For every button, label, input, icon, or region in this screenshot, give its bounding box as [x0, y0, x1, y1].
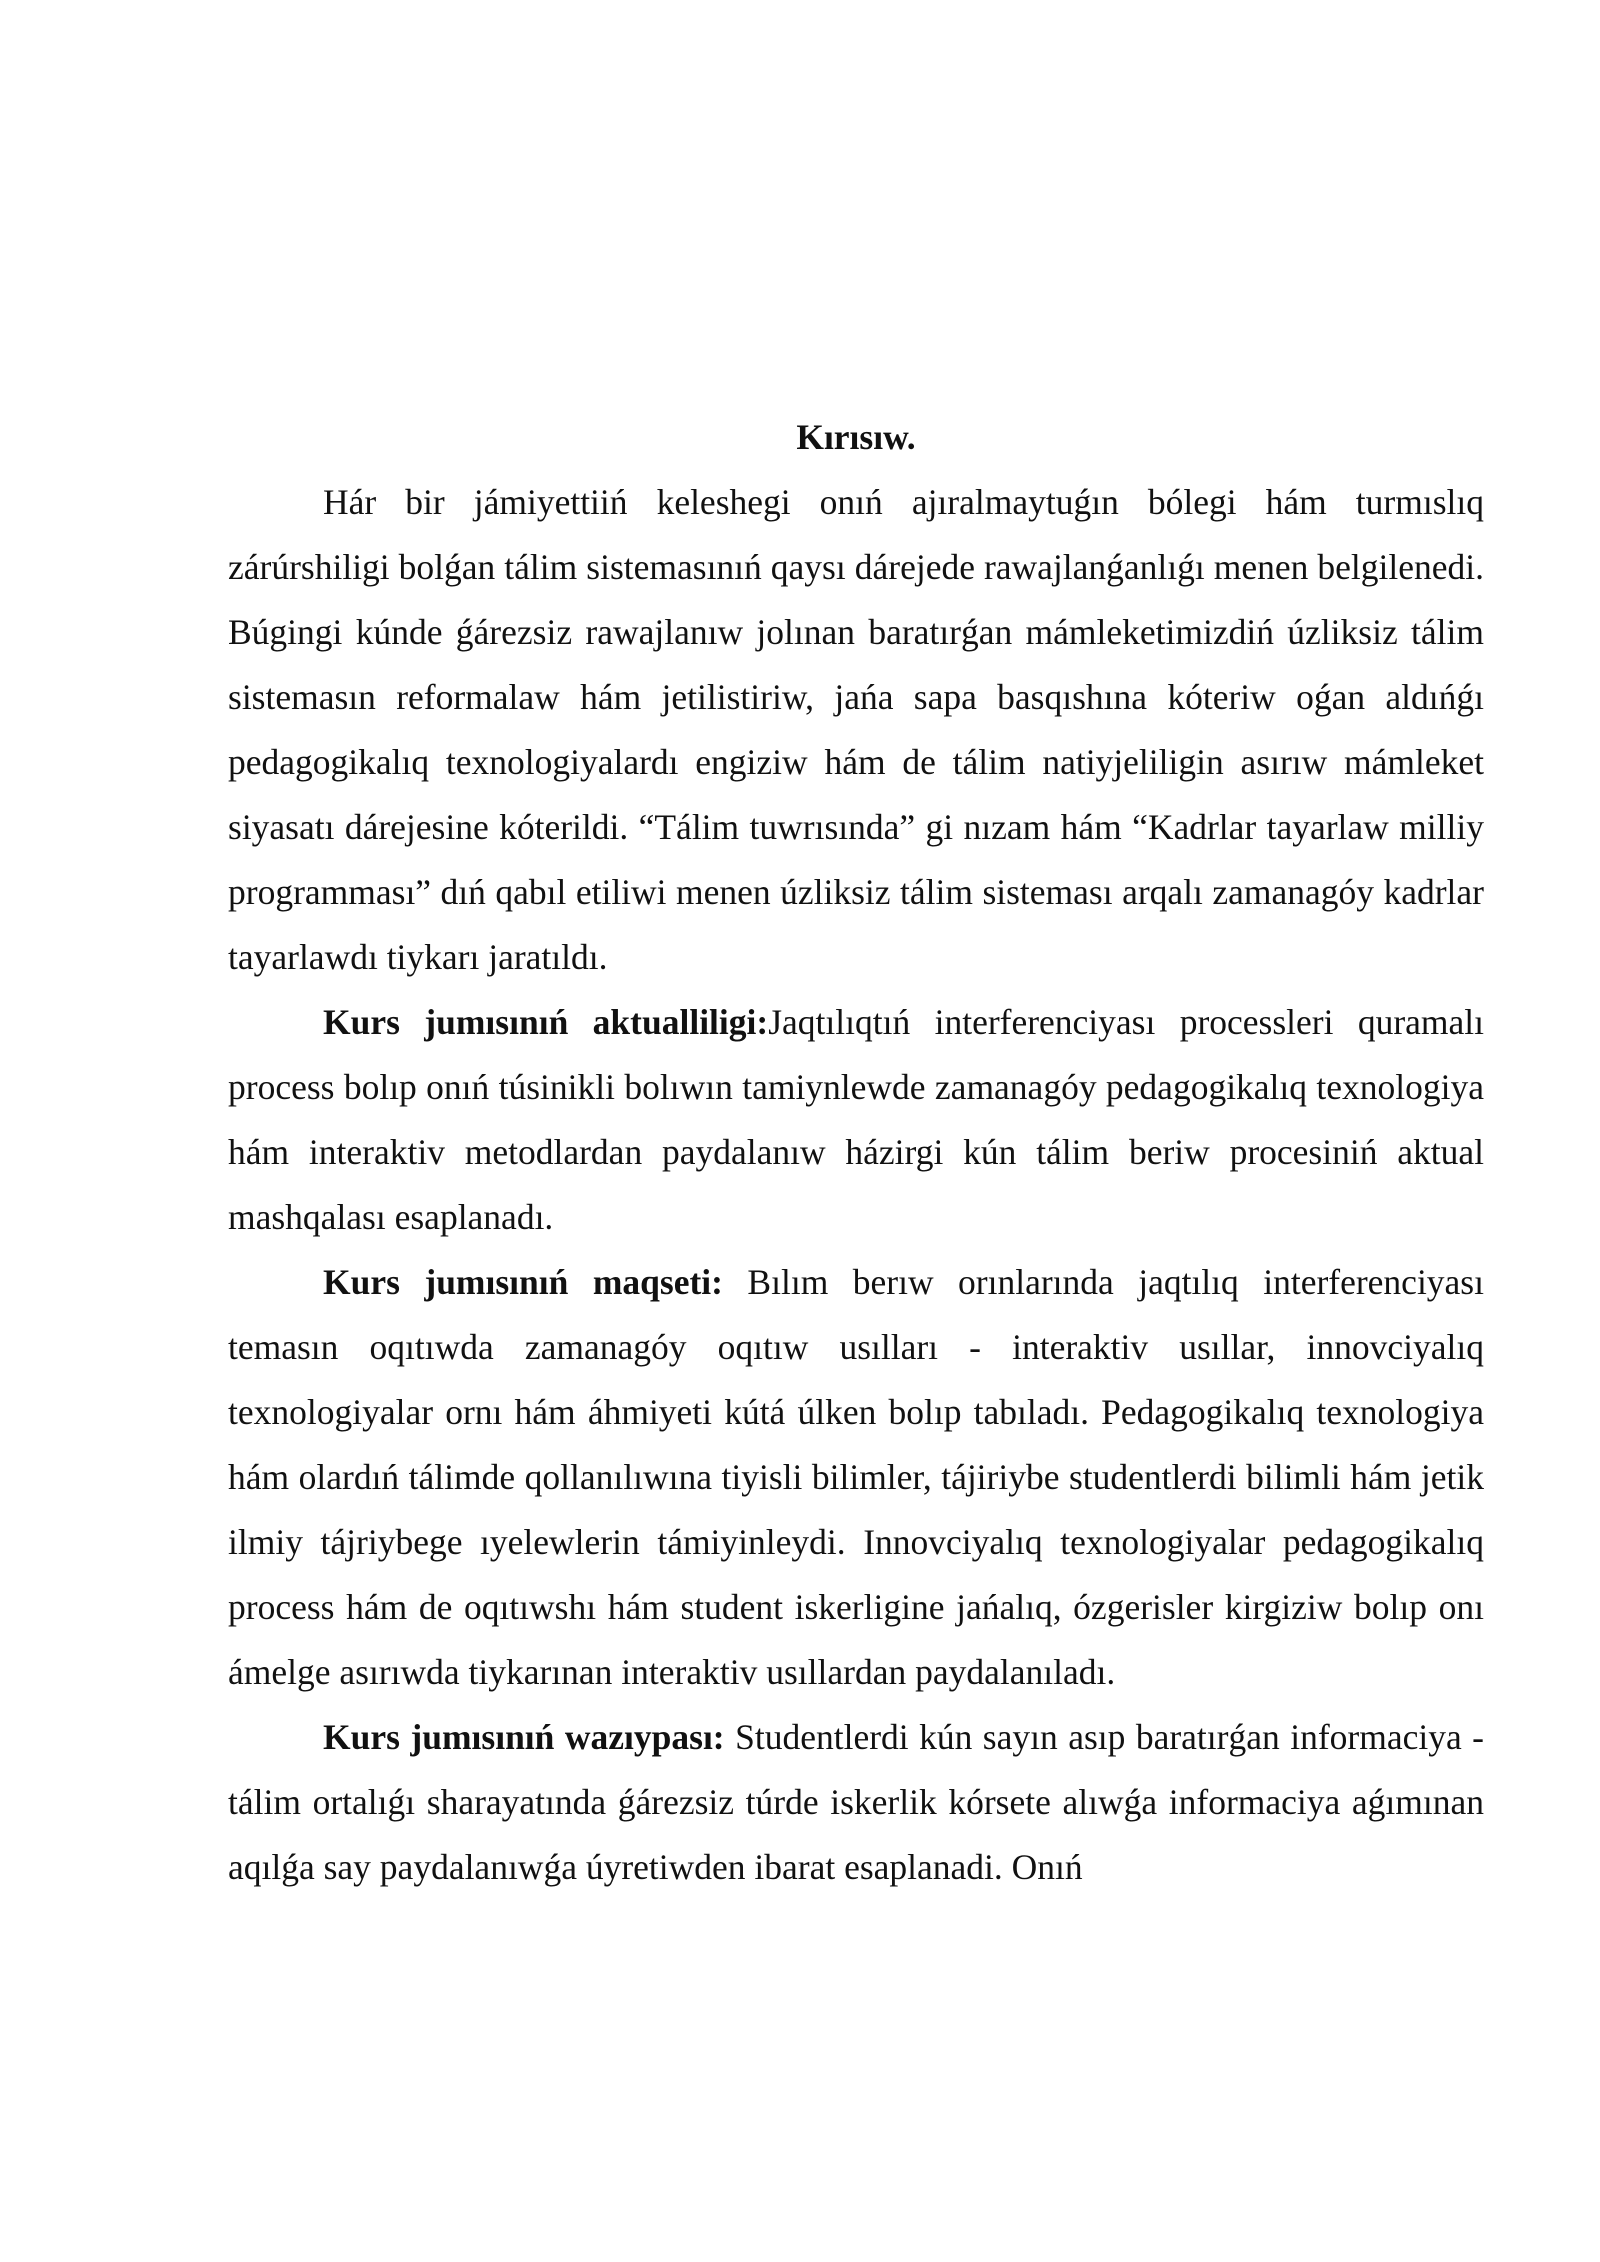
paragraph-text: Studentlerdi kún sayın asıp baratırǵan informaciya - tálim ortalıǵı sharayatında ǵárezsiz túrde iskerlik kórsete alıwǵa informaciya aǵımınan aqılǵa say paydalanıwǵa úyretiwden ibarat esaplanadi. Onıń: [228, 1717, 1484, 1887]
paragraph-intro: [228, 470, 1484, 990]
paragraph-text: Hár bir jámiyettiiń keleshegi onıń ajıralmaytuǵın bólegi hám turmıslıq zárúrshiligi bolǵan tálim sistemasınıń qaysı dárejede rawajlanǵanlıǵı menen belgilenedi. Búgingi kúnde ǵárezsiz rawajlanıw jolınan baratırǵan mámleketimizdiń úzliksiz tálim sistemasın reformalaw hám jetilistiriw, jańa sapa basqıshına kóteriw oǵan aldıńǵı pedagogikalıq texnologiyalardı engiziw hám de tálim natiyjeliligin asırıw mámleket siyasatı dárejesine kóterildi. “Tálim tuwrısında” gi nızam hám “Kadrlar tayarlaw milliy programması” dıń qabıl etiliwi menen úzliksiz tálim sisteması arqalı zamanagóy kadrlar tayarlawdı tiykarı jaratıldı.: [228, 482, 1484, 977]
paragraph-heading: Kurs jumısınıń aktualliligi:: [323, 1002, 769, 1042]
paragraph-text: Jaqtılıqtıń interferenciyası processleri quramalı process bolıp onıń túsinikli bolıwın tamiynlewde zamanagóy pedagogikalıq texnologiya hám interaktiv metodlardan paydalanıw házirgi kún tálim beriw procesiniń aktual mashqalası esaplanadı.: [228, 1002, 1485, 1237]
paragraph-text: Bılım berıw orınlarında jaqtılıq interferenciyası temasın oqıtıwda zamanagóy oqıtıw usılları - interaktiv usıllar, innovciyalıq texnologiyalar ornı hám áhmiyeti kútá úlken bolıp tabıladı. Pedagogikalıq texnologiya hám olardıń tálimde qollanılıwına tiyisli bilimler, tájiriybe studentlerdi bilimli hám jetik ilmiy tájriybege ıyelewlerin támiyinleydi. Innovciyalıq texnologiyalar pedagogikalıq process hám de oqıtıwshı hám student iskerligine jańalıq, ózgerisler kirgiziw bolıp onı ámelge asırıwda tiykarınan interaktiv usıllardan paydalanıladı.: [228, 1262, 1484, 1692]
paragraph-tasks: [228, 1705, 1484, 1900]
paragraph-goal: [228, 1250, 1484, 1705]
paragraph-relevance: [228, 990, 1484, 1250]
document-title: Kırısıw.: [796, 417, 916, 457]
paragraph-heading: Kurs jumısınıń maqseti:: [323, 1262, 723, 1302]
paragraph-heading: Kurs jumısınıń wazıypası:: [323, 1717, 725, 1757]
document-body: [228, 405, 1484, 1900]
